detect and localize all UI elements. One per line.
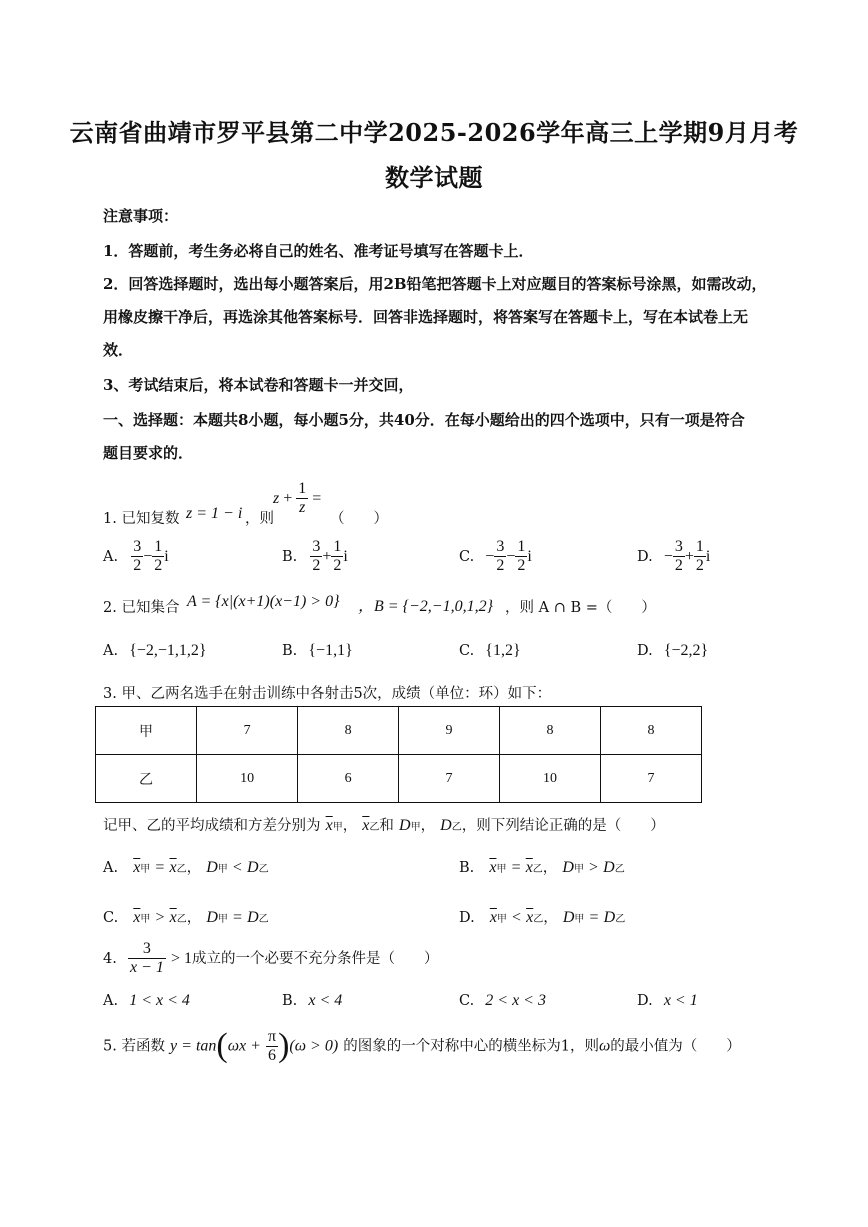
table-cell: 8 — [601, 707, 702, 755]
table-cell: 8 — [298, 707, 399, 755]
q4-stem: 4. $\frac{3}{x - 1}$ > 1成立的一个必要不充分条件是（ ） — [103, 940, 439, 976]
exam-subtitle: 数学试题 — [385, 163, 483, 192]
q1-formula: z + $\frac{1}{z}$ = — [273, 480, 322, 516]
table-cell: 乙 — [96, 755, 197, 803]
notice-item-2-line-3: 效． — [103, 341, 134, 359]
q1-option-c[interactable]: C. − $\frac{3}{2}$ − $\frac{1}{2}$ i — [459, 538, 532, 574]
table-cell: 7 — [197, 707, 298, 755]
table-cell: 甲 — [96, 707, 197, 755]
q2-option-b[interactable]: B. {−1,1} — [282, 642, 353, 659]
table-cell: 6 — [298, 755, 399, 803]
q2-prefix: 2. 已知集合 — [103, 600, 180, 616]
q1-mid: ，则 — [245, 511, 274, 527]
q2-tail: ，则 A ∩ B =（ ） — [505, 600, 656, 616]
q3-score-table — [95, 706, 702, 803]
q3-follow-up: 记甲、乙的平均成绩和方差分别为 $\overline{x}$甲， $\overline{x}$乙和 D甲， D乙，则下列结论正确的是（ ） — [103, 817, 665, 834]
q1-expression: z = 1 − i — [186, 505, 243, 522]
table-row — [96, 755, 702, 803]
q3-option-d[interactable]: D. $\overline{x}$甲 < $\overline{x}$乙， D甲 = D乙 — [459, 909, 626, 926]
table-cell: 10 — [197, 755, 298, 803]
q1-option-a[interactable]: A. $\frac{3}{2}$ − $\frac{1}{2}$ i — [103, 538, 169, 574]
table-cell: 8 — [499, 707, 600, 755]
q1-option-b[interactable]: B. $\frac{3}{2}$ + $\frac{1}{2}$ i — [282, 538, 348, 574]
q3-option-c[interactable]: C. $\overline{x}$甲 > $\overline{x}$乙， D甲 = D乙 — [103, 909, 269, 926]
section-heading-line-1: 一、选择题：本题共8小题，每小题5分，共40分．在每小题给出的四个选项中，只有一项是符合 — [103, 411, 745, 429]
q3-option-b[interactable]: B. $\overline{x}$甲 = $\overline{x}$乙， D甲 > D乙 — [459, 859, 625, 876]
q4-option-a[interactable]: A. 1 < x < 4 — [103, 992, 190, 1009]
q3-option-a[interactable]: A. $\overline{x}$甲 = $\overline{x}$乙， D甲 < D乙 — [103, 859, 269, 876]
q4-option-c[interactable]: C. 2 < x < 3 — [459, 992, 546, 1009]
section-heading-line-2: 题目要求的． — [103, 444, 194, 462]
notice-item-3: 3、考试结束后，将本试卷和答题卡一并交回， — [103, 376, 414, 394]
table-cell: 9 — [399, 707, 500, 755]
q1-option-d[interactable]: D. − $\frac{3}{2}$ + $\frac{1}{2}$ i — [637, 538, 711, 574]
q2-set-a: A = {x|(x+1)(x−1) > 0} — [187, 593, 340, 610]
notice-item-2-line-2: 用橡皮擦干净后，再选涂其他答案标号．回答非选择题时，将答案写在答题卡上，写在本试卷上无 — [103, 308, 749, 326]
q1-paren: （ ） — [330, 511, 388, 527]
q1-prefix: 1. 已知复数 — [103, 511, 180, 527]
q2-option-a[interactable]: A. {−2,−1,1,2} — [103, 642, 207, 659]
notice-heading: 注意事项： — [103, 207, 179, 225]
q2-set-b: ，B = {−2,−1,0,1,2} — [358, 598, 493, 615]
q4-option-b[interactable]: B. x < 4 — [282, 992, 343, 1009]
table-cell: 7 — [399, 755, 500, 803]
exam-title: 云南省曲靖市罗平县第二中学2025-2026学年高三上学期9月月考 — [69, 118, 799, 147]
q3-stem: 3. 甲、乙两名选手在射击训练中各射击5次，成绩（单位：环）如下： — [103, 686, 552, 702]
table-cell: 7 — [601, 755, 702, 803]
table-cell: 10 — [499, 755, 600, 803]
notice-item-2-line-1: 2．回答选择题时，选出每小题答案后，用2B铅笔把答题卡上对应题目的答案标号涂黑，如需改动， — [103, 275, 767, 293]
q5-stem: 5. 若函数 y = tan(ωx + $\frac{\pi}{6}$ )(ω > 0) 的图象的一个对称中心的横坐标为1，则ω的最小值为（ ） — [103, 1027, 741, 1064]
table-row — [96, 707, 702, 755]
q2-option-d[interactable]: D. {−2,2} — [637, 642, 709, 659]
q4-option-d[interactable]: D. x < 1 — [637, 992, 698, 1009]
notice-item-1: 1．答题前，考生务必将自己的姓名、准考证号填写在答题卡上． — [103, 242, 534, 260]
q2-option-c[interactable]: C. {1,2} — [459, 642, 521, 659]
